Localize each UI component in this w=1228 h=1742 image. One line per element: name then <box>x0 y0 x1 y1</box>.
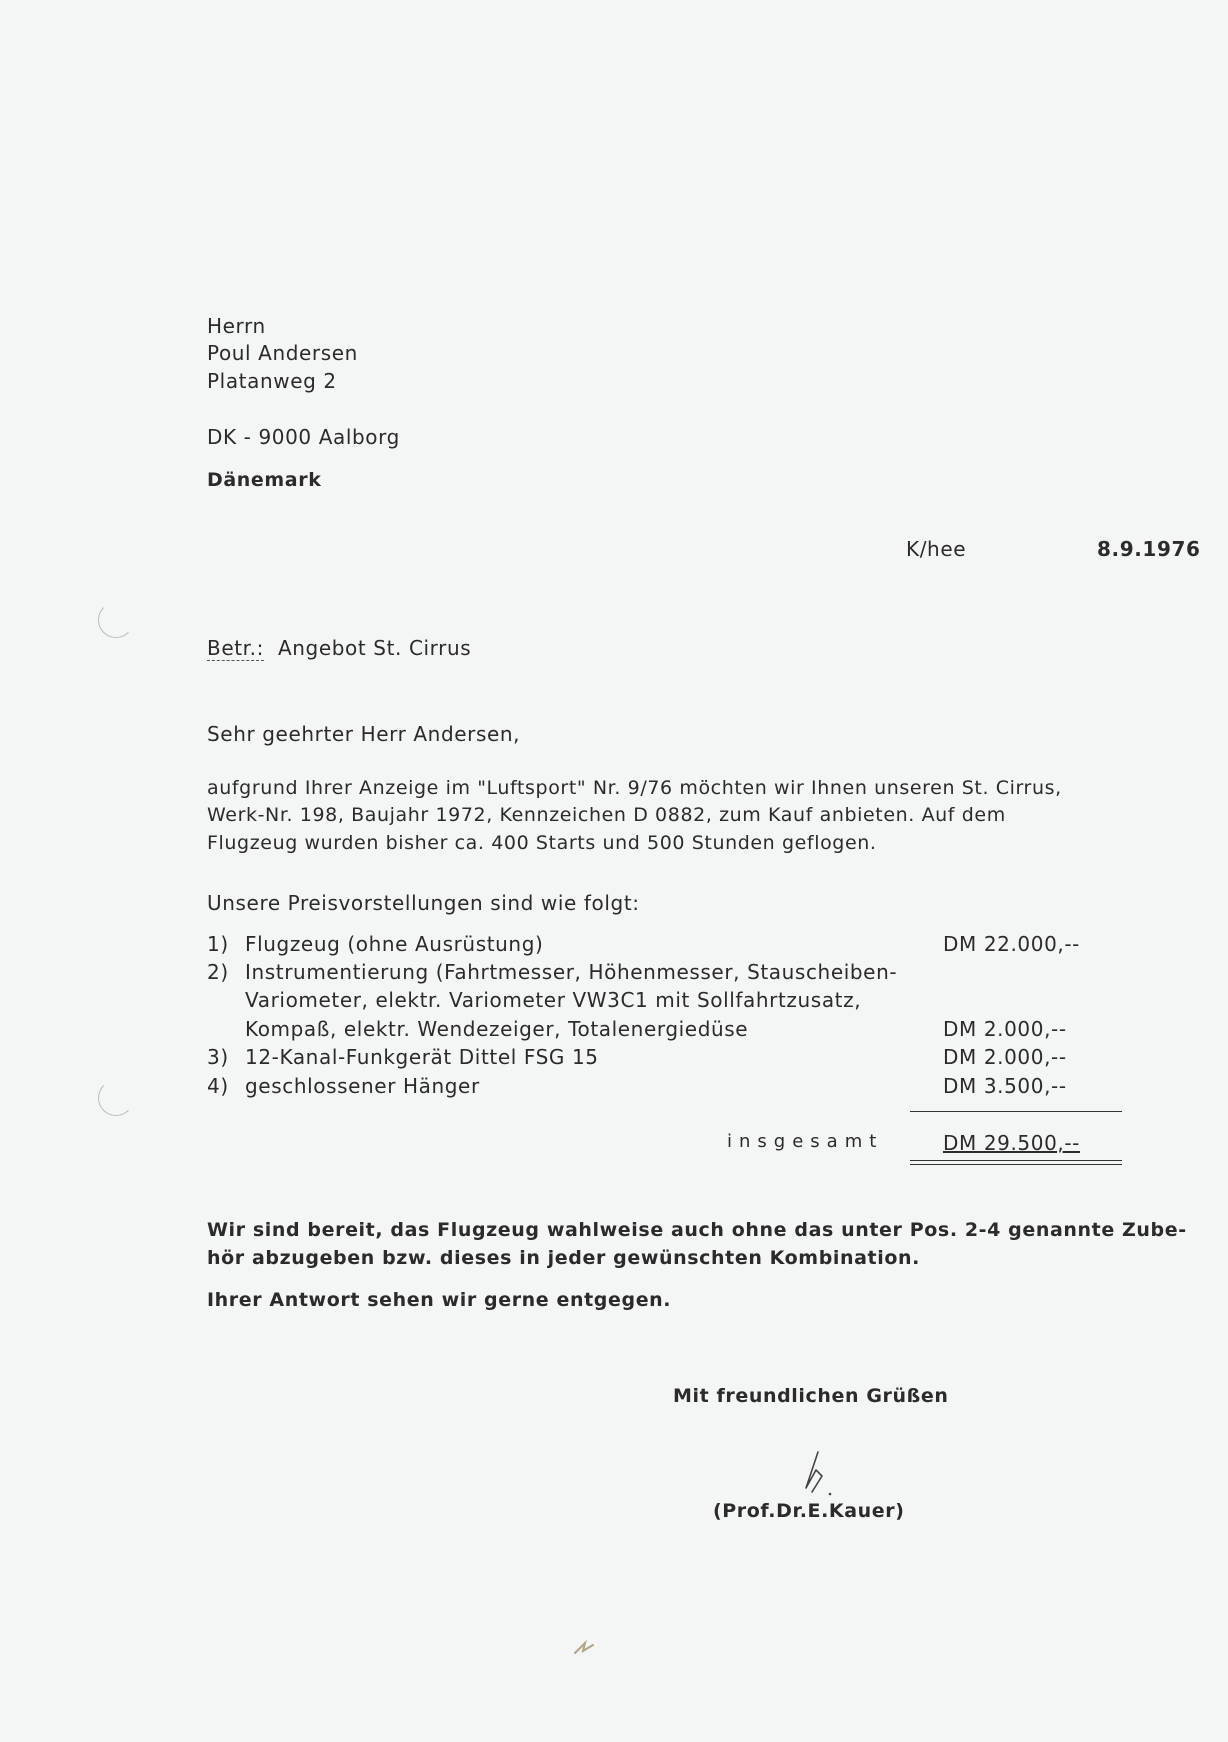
intro-line: Flugzeug wurden bisher ca. 400 Starts und 500 Stunden geflogen. <box>207 832 877 854</box>
letter-date: 8.9.1976 <box>1097 537 1201 561</box>
item-description: 12-Kanal-Funkgerät Dittel FSG 15 <box>245 1045 599 1069</box>
item-description: Kompaß, elektr. Wendezeiger, Totalenergiedüse <box>245 1017 749 1041</box>
closing-line: hör abzugeben bzw. dieses in jeder gewünschten Kombination. <box>207 1247 920 1269</box>
closing-line: Wir sind bereit, das Flugzeug wahlweise auch ohne das unter Pos. 2-4 genannte Zube- <box>207 1219 1187 1241</box>
item-number: 1) <box>207 932 229 956</box>
sum-rule <box>910 1111 1122 1112</box>
ink-mark <box>571 1635 601 1659</box>
signatory: (Prof.Dr.E.Kauer) <box>713 1500 905 1522</box>
handwritten-signature <box>788 1448 848 1508</box>
recipient-street: Platanweg 2 <box>207 369 337 393</box>
punch-hole-top <box>98 602 134 638</box>
price-intro: Unsere Preisvorstellungen sind wie folgt: <box>207 891 640 915</box>
subject-text: Angebot St. Cirrus <box>278 636 472 660</box>
greeting: Sehr geehrter Herr Andersen, <box>207 722 521 746</box>
valediction: Mit freundlichen Grüßen <box>673 1385 949 1407</box>
recipient-name: Poul Andersen <box>207 341 358 365</box>
subject-label: Betr.: <box>207 636 264 660</box>
item-price: DM 2.000,-- <box>943 1045 1067 1069</box>
item-price: DM 2.000,-- <box>943 1017 1067 1041</box>
total-double-rule <box>910 1164 1122 1165</box>
item-number: 2) <box>207 960 229 984</box>
item-price: DM 22.000,-- <box>943 932 1080 956</box>
item-description: geschlossener Hänger <box>245 1074 480 1098</box>
item-description: Flugzeug (ohne Ausrüstung) <box>245 932 544 956</box>
item-price: DM 3.500,-- <box>943 1074 1067 1098</box>
intro-line: aufgrund Ihrer Anzeige im "Luftsport" Nr. 9/76 möchten wir Ihnen unseren St. Cirrus, <box>207 777 1062 799</box>
recipient-city: DK - 9000 Aalborg <box>207 425 400 449</box>
total-label: insgesamt <box>727 1131 884 1152</box>
item-description: Variometer, elektr. Variometer VW3C1 mit Sollfahrtzusatz, <box>245 988 862 1012</box>
item-description: Instrumentierung (Fahrtmesser, Höhenmesser, Stauscheiben- <box>245 960 898 984</box>
intro-line: Werk-Nr. 198, Baujahr 1972, Kennzeichen D 0882, zum Kauf anbieten. Auf dem <box>207 804 1006 826</box>
reference-code: K/hee <box>906 537 967 561</box>
total-double-rule <box>910 1160 1122 1161</box>
recipient-country: Dänemark <box>207 469 322 491</box>
closing-remark: Ihrer Antwort sehen wir gerne entgegen. <box>207 1289 672 1311</box>
punch-hole-bottom <box>98 1080 134 1116</box>
item-number: 3) <box>207 1045 229 1069</box>
total-value: DM 29.500,-- <box>943 1131 1080 1155</box>
recipient-title: Herrn <box>207 314 266 338</box>
item-number: 4) <box>207 1074 229 1098</box>
